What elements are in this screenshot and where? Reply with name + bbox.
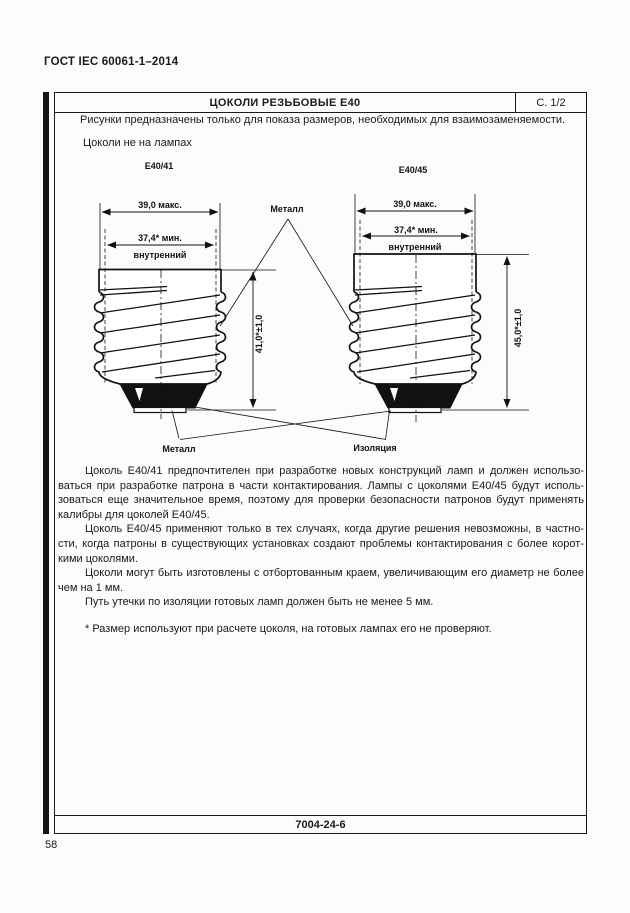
- insulation-label: Изоляция: [353, 443, 397, 453]
- sheet-code-row: [55, 815, 586, 833]
- bottom-leaders: [172, 407, 391, 440]
- datasheet-title-row: [55, 93, 586, 113]
- figure-caption: Цоколи не на лампах: [83, 137, 192, 149]
- body-paragraphs: [58, 464, 584, 637]
- paragraph-line: Цоколь Е40/45 применяют только в тех случаях, когда другие решения невозможны, в частно-: [85, 523, 584, 536]
- datasheet-title: ЦОКОЛИ РЕЗЬБОВЫЕ Е40: [209, 96, 361, 109]
- paragraph-line: кими цоколями.: [58, 552, 138, 565]
- dim-height-right-label: 45,0*±1,0: [513, 308, 523, 348]
- sheet-page-ref: С. 1/2: [515, 93, 586, 112]
- dim-inner-left-label: внутренний: [133, 250, 187, 260]
- binding-edge-bar: [43, 92, 49, 834]
- page-number: 58: [45, 839, 58, 851]
- paragraph-line: Путь утечки по изоляции готовых ламп должен быть не менее 5 мм.: [85, 596, 434, 609]
- dim-374-right-label: 37,4* мин.: [394, 225, 438, 235]
- cap-name-right: Е40/45: [398, 165, 428, 175]
- dim-374-left-label: 37,4* мин.: [138, 233, 182, 243]
- metal-top-leaders: [220, 219, 353, 326]
- paragraph-line: Цоколь Е40/41 предпочтителен при разработке новых конструкций ламп и должен использо-: [85, 465, 584, 477]
- cap-e4045-drawing: [350, 254, 481, 413]
- dim-39-left-label: 39,0 макс.: [138, 200, 182, 210]
- metal-bottom-label: Металл: [162, 444, 196, 454]
- paragraph-line: чем на 1 мм.: [58, 581, 124, 594]
- dim-39-right-label: 39,0 макс.: [393, 199, 437, 209]
- footnote-line: * Размер используют при расчете цоколя, на готовых лампах его не проверяют.: [85, 622, 492, 635]
- metal-top-label: Металл: [270, 204, 304, 214]
- cap-e4041-drawing: [95, 270, 226, 413]
- dim-height-left-label: 41,0*±1,0: [254, 314, 264, 354]
- standard-number-header: ГОСТ IEC 60061-1–2014: [44, 56, 179, 68]
- paragraph-line: сти, когда патроны в существующих установках создают проблемы контактирования с более корот-: [58, 537, 584, 550]
- intro-note: Рисунки предназначены только для показа размеров, необходимых для взаимозаменяемости.: [80, 114, 566, 126]
- paragraph-line: зоваться еще значительное время, поэтому для проверки безопасности патронов будут применять: [58, 494, 584, 507]
- paragraph-line: ваться при разработке патрона в части контактирования. Лампы с цоколями Е40/45 будут исполь-: [58, 479, 584, 492]
- datasheet-frame: [54, 92, 587, 834]
- cap-name-left: Е40/41: [144, 161, 174, 171]
- paragraph-line: Цоколи могут быть изготовлены с отбортованным краем, увеличивающим его диаметр не более: [85, 567, 584, 580]
- dim-inner-right-label: внутренний: [388, 242, 442, 252]
- paragraph-line: калибры для цоколей Е40/45.: [58, 508, 210, 521]
- caps-diagram: [55, 151, 588, 463]
- sheet-code: 7004-24-6: [295, 818, 346, 831]
